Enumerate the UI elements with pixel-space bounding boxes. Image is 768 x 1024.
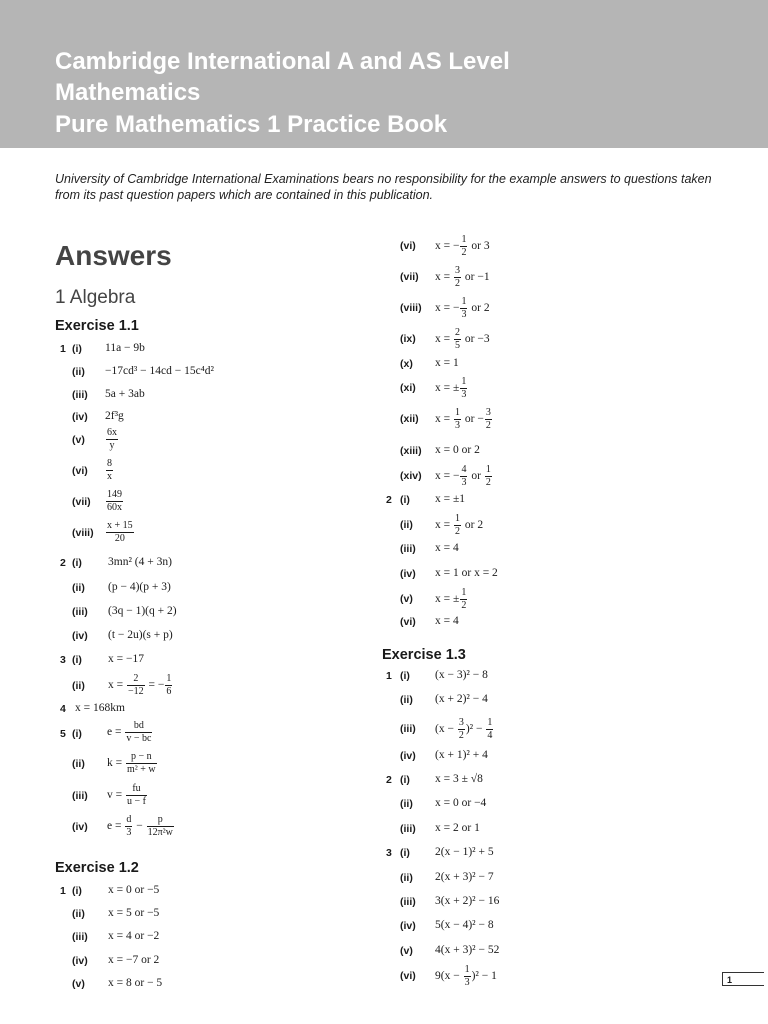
fraction <box>460 464 467 489</box>
part-label: (ii) <box>400 519 413 531</box>
answer-text: x = − <box>435 240 460 253</box>
answer: x = 0 or −4 <box>435 797 487 809</box>
answer <box>435 376 468 401</box>
question-number: 3 <box>60 654 66 666</box>
denominator: 60x <box>107 502 122 513</box>
answer-text: )² − 1 <box>471 970 497 983</box>
numerator: 1 <box>461 587 467 598</box>
part-label: (v) <box>400 593 413 605</box>
answer <box>435 717 494 742</box>
numerator: 1 <box>487 717 493 728</box>
part-label: (iii) <box>400 823 416 835</box>
numerator: 3 <box>485 407 491 418</box>
part-label: (v) <box>72 978 85 990</box>
fraction <box>454 513 461 538</box>
answer-text: or <box>471 470 481 483</box>
answer <box>435 964 497 989</box>
answer-text: x = <box>435 333 451 346</box>
part-label: (iii) <box>72 931 88 943</box>
book-title-line-3: Pure Mathematics 1 Practice Book <box>55 111 448 138</box>
part-label: (ii) <box>400 694 413 706</box>
part-label: (iii) <box>72 790 88 802</box>
numerator: 3 <box>458 717 464 728</box>
denominator: m² + w <box>127 764 156 775</box>
answer <box>107 751 158 776</box>
fraction <box>460 234 467 259</box>
part-label: (iii) <box>72 606 88 618</box>
part-label: (viii) <box>400 302 422 314</box>
part-label: (ii) <box>72 680 85 692</box>
fraction <box>127 673 145 698</box>
part-label: (iv) <box>72 411 88 423</box>
disclaimer-text: University of Cambridge International Examinations bears no responsibility for the example answers to questions taken from its past question papers which are contained in this publication. <box>55 172 712 202</box>
fraction <box>460 587 467 612</box>
fraction <box>486 717 493 742</box>
part-label: (iv) <box>72 955 88 967</box>
answer <box>435 234 490 259</box>
exercise-heading: Exercise 1.2 <box>55 860 139 876</box>
part-label: (i) <box>72 343 82 355</box>
answer: x = 0 or −5 <box>108 884 160 896</box>
answer: (x − 3)² − 8 <box>435 669 488 681</box>
answer-text: k = <box>107 757 123 770</box>
part-label: (i) <box>72 885 82 897</box>
denominator: 3 <box>455 420 460 431</box>
part-label: (i) <box>400 494 410 506</box>
part-label: (ix) <box>400 333 416 345</box>
part-label: (vi) <box>400 970 416 982</box>
part-label: (ii) <box>400 798 413 810</box>
book-title-line-2: Mathematics <box>55 79 201 106</box>
question-number: 2 <box>60 557 66 569</box>
fraction <box>454 327 461 352</box>
fraction <box>464 964 471 989</box>
question-number: 2 <box>386 494 392 506</box>
numerator: d <box>126 814 132 825</box>
part-label: (iii) <box>400 723 416 735</box>
question-number: 1 <box>60 343 66 355</box>
numerator: 1 <box>166 673 172 684</box>
numerator: p <box>147 814 174 827</box>
answer-text: x = ± <box>435 593 460 606</box>
answer <box>107 783 148 808</box>
answer-text: )² − <box>465 723 483 736</box>
answer <box>107 814 175 839</box>
fraction <box>106 489 123 514</box>
numerator: 2 <box>127 673 145 686</box>
question-number: 4 <box>60 703 66 715</box>
fraction <box>126 783 147 808</box>
book-title-line-1: Cambridge International A and AS Level <box>55 48 510 75</box>
numerator: 1 <box>461 234 467 245</box>
denominator: y <box>109 440 115 451</box>
answer-text: or 2 <box>464 519 484 532</box>
part-label: (iii) <box>400 543 416 555</box>
answer: 2f³g <box>105 410 124 422</box>
numerator: 4 <box>461 464 467 475</box>
answer <box>435 407 493 432</box>
part-label: (vi) <box>400 616 416 628</box>
answer: x = 1 <box>435 357 459 369</box>
numerator: p − n <box>126 751 157 764</box>
part-label: (vi) <box>400 240 416 252</box>
answer: 3(x + 2)² − 16 <box>435 895 500 907</box>
question-number: 2 <box>386 774 392 786</box>
answer: x = 4 <box>435 542 459 554</box>
answer: x = 5 or −5 <box>108 907 160 919</box>
fraction <box>454 265 461 290</box>
fraction <box>485 464 492 489</box>
denominator: 2 <box>455 278 460 289</box>
fraction <box>458 717 465 742</box>
denominator: 2 <box>485 420 491 431</box>
answer-text: = − <box>148 679 165 692</box>
denominator: u − f <box>127 796 146 807</box>
question-number: 3 <box>386 847 392 859</box>
part-label: (iv) <box>400 920 416 932</box>
answer-text: or 2 <box>471 302 490 315</box>
fraction <box>460 376 467 401</box>
answer: −17cd³ − 14cd − 15c⁴d² <box>105 365 214 377</box>
part-label: (ii) <box>72 582 85 594</box>
section-title: Answers <box>55 240 172 271</box>
denominator: 2 <box>485 477 491 488</box>
part-label: (i) <box>400 847 410 859</box>
part-label: (ii) <box>72 758 85 770</box>
numerator: fu <box>126 783 147 796</box>
denominator: 2 <box>458 730 464 741</box>
part-label: (iv) <box>400 568 416 580</box>
fraction <box>125 720 152 745</box>
answer: x = 1 or x = 2 <box>435 567 498 579</box>
answer-text: e = <box>107 820 122 833</box>
numerator: 8 <box>107 458 112 469</box>
answer-text: x = − <box>435 302 460 315</box>
answer-text: x = − <box>435 470 460 483</box>
part-label: (iv) <box>72 821 88 833</box>
numerator: 1 <box>455 513 460 524</box>
denominator: v − bc <box>126 733 152 744</box>
answer: (t − 2u)(s + p) <box>108 629 173 641</box>
answer-text: v = <box>107 789 123 802</box>
answer: 3mn² (4 + 3n) <box>108 556 172 568</box>
answer-text: x = <box>435 271 451 284</box>
answer: (x + 1)² + 4 <box>435 749 488 761</box>
answer: 5a + 3ab <box>105 388 145 400</box>
part-label: (i) <box>72 654 82 666</box>
answer <box>435 327 490 352</box>
part-label: (i) <box>400 670 410 682</box>
denominator: 2 <box>461 600 467 611</box>
denominator: 2 <box>455 526 460 537</box>
answer-text: x = <box>108 679 124 692</box>
part-label: (v) <box>72 434 85 446</box>
part-label: (xiv) <box>400 470 422 482</box>
answer: (3q − 1)(q + 2) <box>108 605 177 617</box>
numerator: 1 <box>485 464 491 475</box>
fraction <box>125 814 132 839</box>
answer: x = ±1 <box>435 493 466 505</box>
numerator: 149 <box>107 489 122 500</box>
numerator: 1 <box>461 296 467 307</box>
answer-text: or − <box>464 413 484 426</box>
numerator: x + 15 <box>107 520 133 531</box>
answer: x = 3 ± √8 <box>435 773 483 785</box>
answer: x = −17 <box>108 653 144 665</box>
question-number: 1 <box>386 670 392 682</box>
answer <box>105 458 114 483</box>
chapter-title: 1 Algebra <box>55 287 136 308</box>
denominator: −12 <box>128 686 144 697</box>
answer: x = 2 or 1 <box>435 822 480 834</box>
answer: x = 4 <box>435 615 459 627</box>
part-label: (vi) <box>72 465 88 477</box>
denominator: 12π²w <box>147 827 173 838</box>
numerator: 3 <box>455 265 460 276</box>
answer-text: e = <box>107 726 122 739</box>
denominator: 6 <box>166 686 172 697</box>
denominator: 3 <box>464 977 470 988</box>
question-number: 1 <box>60 885 66 897</box>
part-label: (i) <box>400 774 410 786</box>
answer <box>105 520 135 545</box>
answer-text: or −1 <box>464 271 490 284</box>
answer-text: (x − <box>435 723 454 736</box>
answer <box>435 265 490 290</box>
answer: x = 8 or − 5 <box>108 977 163 989</box>
answer <box>435 464 493 489</box>
fraction <box>454 407 461 432</box>
answer: 5(x − 4)² − 8 <box>435 919 494 931</box>
answer-text: − <box>136 820 143 833</box>
part-label: (ii) <box>400 872 413 884</box>
answer: 11a − 9b <box>105 342 145 354</box>
answer: 2(x − 1)² + 5 <box>435 846 494 858</box>
answer: x = −7 or 2 <box>108 954 160 966</box>
part-label: (iv) <box>400 750 416 762</box>
answer-text: 9(x − <box>435 970 460 983</box>
part-label: (xiii) <box>400 445 422 457</box>
part-label: (vii) <box>400 271 419 283</box>
question-number: 5 <box>60 728 66 740</box>
answer <box>108 673 173 698</box>
answer-text: or 3 <box>471 240 490 253</box>
answer: 4(x + 3)² − 52 <box>435 944 500 956</box>
answer <box>435 513 483 538</box>
answer-text: or −3 <box>464 333 490 346</box>
page-number: 1 <box>722 972 764 986</box>
part-label: (iii) <box>72 389 88 401</box>
denominator: 20 <box>114 533 125 544</box>
answer-text: x = ± <box>435 382 460 395</box>
fraction <box>106 427 118 452</box>
answer <box>435 587 468 612</box>
fraction <box>126 751 157 776</box>
answer: (x + 2)² − 4 <box>435 693 488 705</box>
denominator: x <box>107 471 112 482</box>
denominator: 5 <box>455 340 460 351</box>
denominator: 3 <box>126 827 132 838</box>
answer: x = 4 or −2 <box>108 930 160 942</box>
answer-text: x = <box>435 519 451 532</box>
numerator: 1 <box>455 407 460 418</box>
answer: 2(x + 3)² − 7 <box>435 871 494 883</box>
part-label: (xii) <box>400 413 419 425</box>
exercise-heading: Exercise 1.1 <box>55 318 139 334</box>
part-label: (xi) <box>400 382 416 394</box>
part-label: (iv) <box>72 630 88 642</box>
denominator: 3 <box>461 309 467 320</box>
part-label: (x) <box>400 358 413 370</box>
answer: x = 168km <box>75 702 125 714</box>
answer-text: x = <box>435 413 451 426</box>
fraction <box>485 407 492 432</box>
part-label: (vii) <box>72 496 91 508</box>
numerator: bd <box>125 720 152 733</box>
answer <box>435 296 490 321</box>
numerator: 2 <box>455 327 460 338</box>
header-banner <box>0 0 768 148</box>
answer <box>105 489 124 514</box>
part-label: (ii) <box>72 366 85 378</box>
part-label: (iii) <box>400 896 416 908</box>
answer: x = 0 or 2 <box>435 444 480 456</box>
part-label: (i) <box>72 728 82 740</box>
denominator: 4 <box>487 730 493 741</box>
fraction <box>165 673 172 698</box>
numerator: 1 <box>461 376 467 387</box>
denominator: 3 <box>461 477 467 488</box>
fraction <box>460 296 467 321</box>
part-label: (ii) <box>72 908 85 920</box>
answer: (p − 4)(p + 3) <box>108 581 171 593</box>
part-label: (v) <box>400 945 413 957</box>
numerator: 6x <box>107 427 117 438</box>
part-label: (i) <box>72 557 82 569</box>
fraction <box>106 458 113 483</box>
part-label: (viii) <box>72 527 94 539</box>
denominator: 2 <box>461 247 467 258</box>
fraction <box>106 520 134 545</box>
exercise-heading: Exercise 1.3 <box>382 647 466 663</box>
denominator: 3 <box>461 389 467 400</box>
fraction <box>147 814 174 839</box>
answer <box>107 720 153 745</box>
answer <box>105 427 119 452</box>
numerator: 1 <box>464 964 470 975</box>
